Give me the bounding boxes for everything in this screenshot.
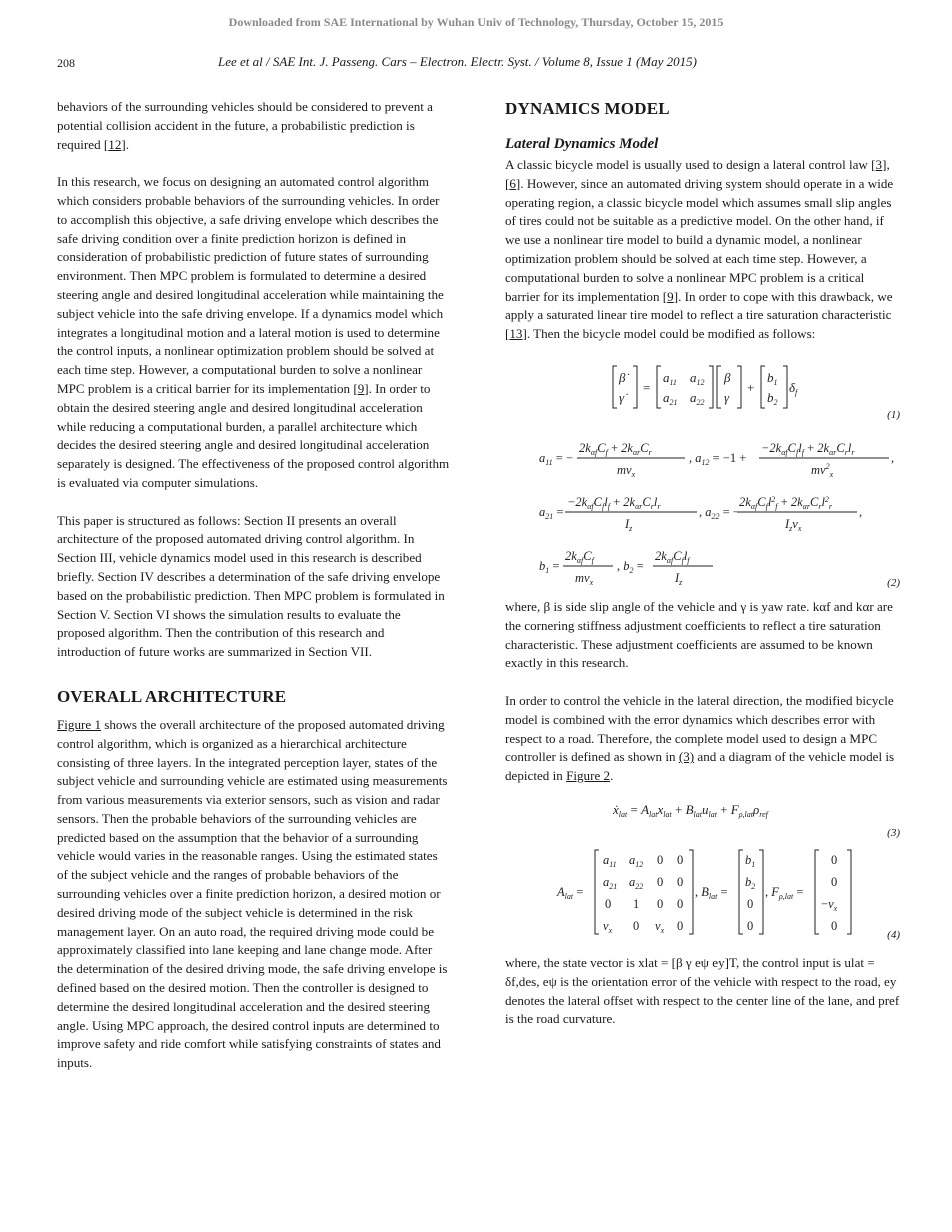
paragraph-intro-continued: behaviors of the surrounding vehicles should be considered to prevent a potential collision accident in the future, a probabilistic prediction is required [12]. [57,99,433,152]
svg-text:0: 0 [657,896,664,911]
equation-3 [505,786,900,839]
equation-2-graphic [505,424,900,592]
download-banner: Downloaded from SAE International by Wuhan Univ of Technology, Thursday, October 15, 2015 [228,15,724,29]
svg-text:b2: $b_2$ [767,389,778,407]
svg-text:mv2x: $mv^2_x$ [811,461,834,479]
svg-text:Iz: $I_z$ [675,570,683,587]
svg-text:mvx: $mv_x$ [575,570,594,587]
equation-link[interactable]: (3) [678,749,695,765]
left-column [57,98,451,1073]
svg-text:0: 0 [831,852,838,867]
svg-text:0: 0 [831,918,838,933]
svg-text:β: β [724,369,731,385]
svg-text:β̇: β̇ [619,369,626,385]
ref-link[interactable]: 9 [667,288,674,304]
svg-text:Iz: $I_z$ [625,516,633,533]
equation-2 [505,424,900,592]
paragraph-overall-architecture: Figure 1 shows the overall architecture of the proposed automated driving control algorithm, which is organized as a hierarchical architecture consisting of three layers. In the integrated perception layer, states of the subject vehicle and surrounding vehicle are estimated using measurements from various measurements via exterior sensors, such as vision and radar sensors. Then the probable behaviors of the surrounding vehicles are predicted based on the assumption that the behavior of a surrounding vehicle would varies in the reasonable ranges. Using the estimated states of the subject vehicle and the ranges of probable behaviors of the surrounding vehicles over a finite prediction horizon, a desired motion or desired driving mode of the subject vehicle is determined in the risk management layer. On an auto road, the required driving mode could be approximately classified into lane keeping and lane change mode. After the determination of the desired driving mode, the safe driving envelope is defined based on the desired motion. Then the controller is designed to determine the desired longitudinal acceleration and the desired steering angle. Using MPC approach, the desired control inputs are determined to improve safety and ride comfort while satisfying constraints of states and inputs. [57,716,448,1071]
svg-text:0: 0 [657,852,664,867]
equation-number: (2) [887,576,900,589]
svg-text:, b2 =: , $b_2$ = [617,558,644,575]
equation-3-graphic [505,786,900,832]
svg-text:0: 0 [677,874,684,889]
svg-text:0: 0 [677,896,684,911]
svg-text:−2kαfCflf + 2kαrCrlr: $-2k_{\alpha f}C_fl_f + 2k_{\alpha r}C_rl_r$ [761,440,855,457]
svg-text:2kαfCf: $2k_{\alpha f}C_f$ [565,548,594,565]
svg-text:0: 0 [605,896,612,911]
svg-text:Alat =: $A_{lat}$ = [557,884,584,901]
svg-text:a21: $a_{21}$ [603,874,618,891]
paragraph-state-vector: where, the state vector is xlat = [β γ eψ ey]T, the control input is ulat = δf,des, eψ is the orientation error of the vehicle with respect to the road, ey denotes the lateral offset with respect to the center line of the lane, and pref is the road curvature. [505,954,900,1027]
svg-text:vx: $v_x$ [655,918,665,935]
heading-overall-architecture: OVERALL ARCHITECTURE [57,686,287,706]
svg-text:b2: $b_2$ [745,874,756,891]
svg-text:a21 =: $a_{21}$ = [539,504,564,521]
svg-text:γ̇: γ̇ [619,389,625,405]
heading-dynamics-model: DYNAMICS MODEL [505,99,670,118]
figure-link[interactable]: Figure 2 [566,768,611,784]
svg-text:a12: $a_{12}$ [690,369,705,387]
equation-1 [505,344,900,424]
svg-text:a12: $a_{12}$ [629,852,644,869]
svg-text:2kαfCf + 2kαrCr: $2k_{\alpha f}C_f + 2k_{\alpha r}C_r$ [579,440,652,457]
ref-link[interactable]: 3 [875,157,883,172]
svg-text:a22: $a_{22}$ [629,874,644,891]
running-head: Lee et al / SAE Int. J. Passeng. Cars – Electron. Electr. Syst. / Volume 8, Issue 1 (May 2015) [218,54,697,69]
svg-text:mvx: $mv_x$ [617,462,636,479]
svg-text:b1 =: $b_1$ = [539,558,560,575]
svg-text:−2kαfCflf + 2kαrCrlr: $-2k_{\alpha f}C_fl_f + 2k_{\alpha r}C_rl_r$ [567,494,661,511]
svg-text:a11 = −: $a_{11}$ = − [539,450,574,467]
heading-lateral-dynamics: Lateral Dynamics Model [505,136,659,152]
paragraph-research-focus: In this research, we focus on designing an automated control algorithm which considers probable behaviors of the surrounding vehicles. In order to accomplish this objective, a safe driving envelope which describes the safe driving condition over a finite prediction horizon is defined in consideration of probabilistic prediction of future states of surrounding environment. Then MPC problem is formulated to determine a desired steering angle and desired longitudinal acceleration while maintaining the subject vehicle into the safe driving envelope. If a dynamics model which integrates a longitudinal motion and a lateral motion is used to determine the control inputs, a nonlinear optimization problem should be solved at each time step. However, a computational burden to solve a nonlinear MPC problem is a critical barrier for its implementation [9]. In order to obtain the desired steering angle and desired longitudinal acceleration while reducing a computational burden, a parallel architecture which decides the desired steering angle and desired longitudinal acceleration separately is designed. The effectiveness of the proposed control algorithm is evaluated via computer simulations. [57,174,450,490]
figure-link[interactable]: Figure 1 [57,716,102,732]
svg-text:a21: $a_{21}$ [663,389,678,407]
equation-number: (4) [887,928,900,941]
svg-text:0: 0 [747,918,754,933]
svg-text:0: 0 [633,918,640,933]
paragraph-error-dynamics: In order to control the vehicle in the lateral direction, the modified bicycle model is combined with the error dynamics which describes error with respect to a road. Therefore, the complete model used to design a MPC controller is defined as shown in (3) and a diagram of the vehicle model is depicted in Figure 2. [505,692,895,784]
page-number: 208 [57,56,75,70]
svg-text:b1: $b_1$ [745,852,756,869]
equation-4-graphic [505,832,900,944]
svg-text:b1: $b_1$ [767,369,778,387]
svg-text:vx: $v_x$ [603,918,613,935]
svg-text:, Blat =: , $B_{lat}$ = [695,884,728,901]
equation-4 [505,832,900,944]
svg-text:a22: $a_{22}$ [690,389,705,407]
paragraph-structure: This paper is structured as follows: Section II presents an overall architecture of the proposed automated driving control algorithm. In Section III, vehicle dynamics model used in this research is described briefly. Section IV describes a determination of the safe driving envelope based on the probabilistic prediction. Then MPC problem is formulated in Section V. Section VI shows the simulation results to evaluate the proposed algorithm. Then the contribution of this research and introduction of future works are summarized in Section VII. [57,512,445,660]
svg-text:, a22 = −: , $a_{22}$ = − [699,504,740,521]
svg-text:−vx: $-v_x$ [821,896,838,913]
paragraph-slip-angle: where, β is side slip angle of the vehicle and γ is yaw rate. kαf and kαr are the cornering stiffness adjustment coefficients to reflect a tire saturation characteristic. These adjustment coefficients are assumed to be known exactly in this research. [505,598,893,671]
svg-text:, Fρ,lat =: , $F_{\rho,lat}$ = [765,884,804,901]
ref-link[interactable]: 13 [509,326,523,342]
svg-text:+: + [747,379,755,395]
svg-text:γ: γ [724,389,730,405]
svg-text:2kαfCfl2f + 2kαrCrl2r: $2k_{\alpha f}C_fl^2_f + 2k_{\alpha r}C_rl^2_r$ [739,494,833,511]
ref-link[interactable]: 12 [108,136,122,152]
equation-number: (1) [887,408,900,421]
svg-text:,: , [859,504,863,519]
svg-text:0: 0 [831,874,838,889]
svg-text:a11: $a_{11}$ [663,369,677,387]
svg-text:0: 0 [747,896,754,911]
svg-text:ẋlat = Alatxlat + Blatulat + F: ẋ$_{lat}$ = $A_{lat}x_{lat} + B_{lat}u_{lat} + F_{\rho,lat}\rho_{ref}$ [613,801,768,819]
svg-text:,: , [891,450,895,465]
equation-number: (3) [887,826,900,839]
paragraph-bicycle-model: A classic bicycle model is usually used to design a lateral control law [3], [6]. However, since an automated driving system should operate in a wide operating region, a classic bicycle model which assumes small slip angles of tires could not be suitable as a predictive model. On the other hand, if we use a nonlinear tire model to build a dynamic model, a nonlinear optimization problem should be solved at each time step. However, a computational burden to solve a nonlinear MPC problem is a critical barrier for its implementation [9]. In order to cope with this drawback, we apply a saturated linear tire model to reflect a tire saturation characteristic [13]. Then the bicycle model could be modified as follows: [505,157,894,342]
svg-text:=: = [643,379,651,395]
svg-text:1: 1 [633,896,640,911]
svg-text:, a12 = −1 +: , $a_{12} = -1$ + [689,450,747,467]
svg-text:0: 0 [677,852,684,867]
svg-text:Izvx: $I_zv_x$ [785,516,802,533]
svg-text:2kαfCflf: $2k_{\alpha f}C_fl_f$ [655,548,690,565]
right-column [505,98,900,1029]
svg-text:0: 0 [677,918,684,933]
svg-text:0: 0 [657,874,664,889]
svg-text:δf: $\delta_f$ [789,379,798,397]
ref-link[interactable]: 9 [357,380,365,396]
svg-text:a11: $a_{11}$ [603,852,617,869]
equation-1-graphic [505,344,900,424]
ref-link[interactable]: 6 [509,175,516,191]
